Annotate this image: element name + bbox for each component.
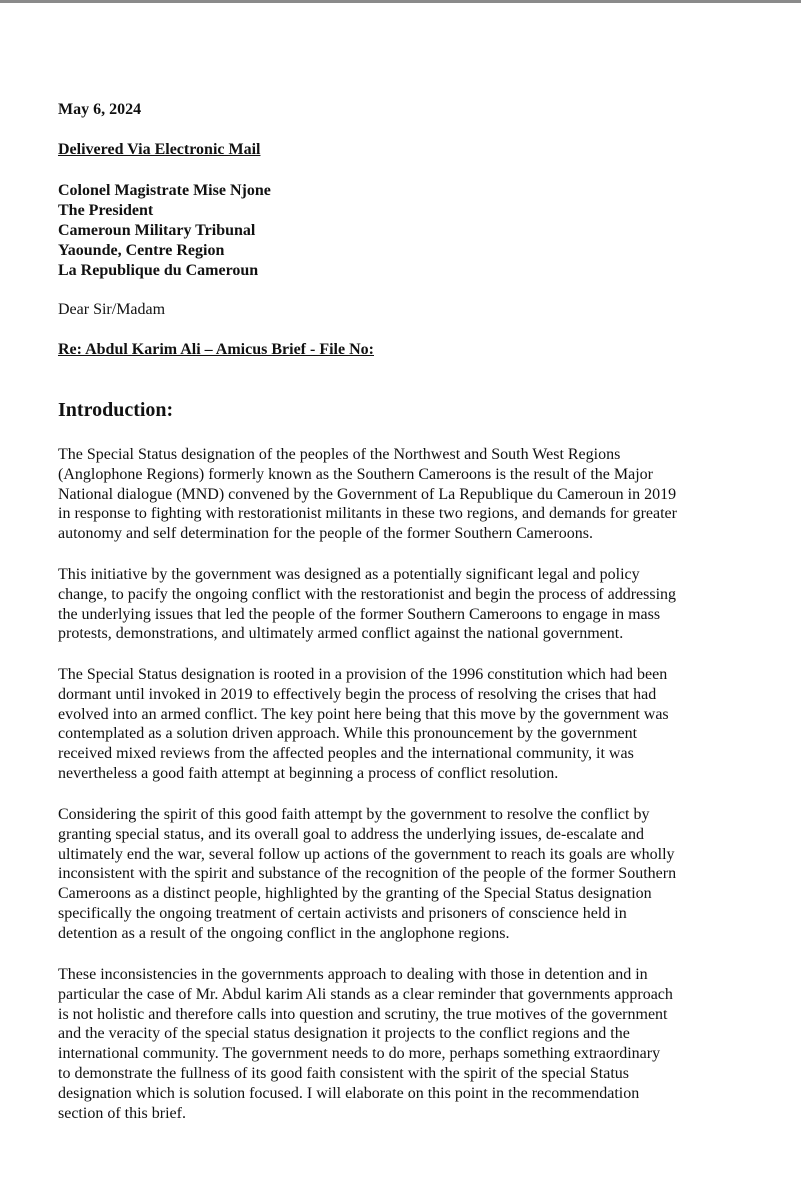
paragraph-line: ultimately end the war, several follow up actions of the government to reach its goals are wholly <box>58 845 675 863</box>
paragraph-line: evolved into an armed conflict. The key point here being that this move by the government was <box>58 705 669 723</box>
delivery-method: Delivered Via Electronic Mail <box>58 141 261 158</box>
paragraph-line: This initiative by the government was designed as a potentially significant legal and policy <box>58 566 640 583</box>
body-paragraph <box>58 805 748 944</box>
paragraph-line: received mixed reviews from the affected peoples and the international community, it was <box>58 745 634 763</box>
salutation: Dear Sir/Madam <box>58 301 166 318</box>
paragraph-line: dormant until invoked in 2019 to effectively begin the process of resolving the crises that had <box>58 685 657 703</box>
body-paragraph <box>58 665 748 784</box>
section-heading: Introduction: <box>58 399 174 421</box>
paragraph-line: designation which is solution focused. I will elaborate on this point in the recommendation <box>58 1084 640 1102</box>
subject-line: Re: Abdul Karim Ali – Amicus Brief - File No: <box>58 341 374 358</box>
paragraph-line: National dialogue (MND) convened by the Government of La Republique du Cameroun in 2019 <box>58 485 677 503</box>
paragraph-line: (Anglophone Regions) formerly known as the Southern Cameroons is the result of the Major <box>58 465 653 483</box>
paragraph-line: Cameroons as a distinct people, highlighted by the granting of the Special Status designation <box>58 885 652 903</box>
recipient-address <box>58 181 271 281</box>
paragraph-line: section of this brief. <box>58 1104 186 1122</box>
paragraph-line: These inconsistencies in the governments approach to dealing with those in detention and in <box>58 966 648 983</box>
paragraph-line: nevertheless a good faith attempt at beginning a process of conflict resolution. <box>58 764 559 782</box>
paragraph-line: Considering the spirit of this good faith attempt by the government to resolve the conflict by <box>58 806 650 823</box>
paragraph-line: contemplated as a solution driven approach. While this pronouncement by the government <box>58 725 638 743</box>
paragraph-line: specifically the ongoing treatment of certain activists and prisoners of conscience held in <box>58 904 627 922</box>
paragraph-line: detention as a result of the ongoing conflict in the anglophone regions. <box>58 924 510 942</box>
paragraph-line: and the veracity of the special status designation it projects to the conflict regions and the <box>58 1025 630 1043</box>
body-paragraph <box>58 565 748 644</box>
paragraph-line: the underlying issues that led the people of the former Southern Cameroons to engage in mass <box>58 605 661 623</box>
recipient-line: Cameroun Military Tribunal <box>58 222 256 239</box>
body-paragraph <box>58 445 748 544</box>
body-paragraph <box>58 965 748 1123</box>
recipient-line: The President <box>58 202 154 219</box>
recipient-line: La Republique du Cameroun <box>58 262 259 279</box>
paragraph-line: change, to pacify the ongoing conflict with the restorationist and begin the process of addressing <box>58 585 677 603</box>
paragraph-line: autonomy and self determination for the people of the former Southern Cameroons. <box>58 525 593 543</box>
paragraph-line: granting special status, and its overall goal to address the underlying issues, de-escalate and <box>58 825 645 843</box>
recipient-line: Colonel Magistrate Mise Njone <box>58 182 271 199</box>
page-top-edge <box>0 0 801 3</box>
paragraph-line: The Special Status designation is rooted in a provision of the 1996 constitution which had been <box>58 666 668 683</box>
paragraph-line: protests, demonstrations, and ultimately armed conflict against the national government. <box>58 625 624 643</box>
paragraph-line: is not holistic and therefore calls into question and scrutiny, the true motives of the government <box>58 1005 668 1023</box>
paragraph-line: The Special Status designation of the peoples of the Northwest and South West Regions <box>58 446 621 463</box>
paragraph-line: particular the case of Mr. Abdul karim Ali stands as a clear reminder that governments approach <box>58 985 673 1003</box>
letter-date: May 6, 2024 <box>58 101 142 118</box>
paragraph-line: international community. The government needs to do more, perhaps something extraordinary <box>58 1045 661 1063</box>
recipient-line: Yaounde, Centre Region <box>58 242 225 259</box>
paragraph-line: inconsistent with the spirit and substance of the recognition of the people of the former Southern <box>58 865 677 883</box>
paragraph-line: to demonstrate the fullness of its good faith consistent with the spirit of the special Status <box>58 1064 630 1082</box>
paragraph-line: in response to fighting with restorationist militants in these two regions, and demands for greater <box>58 505 677 523</box>
